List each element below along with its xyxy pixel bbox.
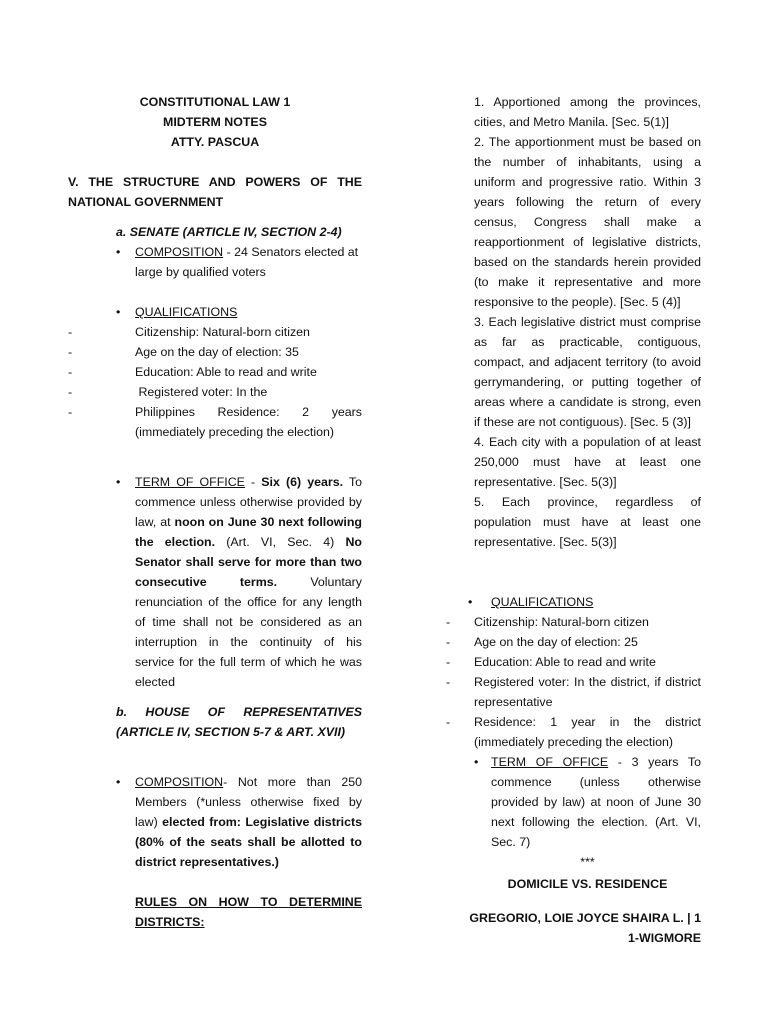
document-title: CONSTITUTIONAL LAW 1 xyxy=(139,95,291,109)
rule-item: 1. Apportioned among the provinces, cities, and Metro Manila. [Sec. 5(1)] xyxy=(474,95,701,129)
house-qualification-item: - Education: Able to read and write xyxy=(446,655,656,669)
senate-qualification-item: - Registered voter: In the xyxy=(68,385,268,399)
rules-heading: RULES ON HOW TO DETERMINE DISTRICTS: xyxy=(135,895,362,929)
house-qualifications-heading: • QUALIFICATIONS xyxy=(468,595,594,609)
footer-author: GREGORIO, LOIE JOYCE SHAIRA L. | 1 xyxy=(469,911,701,925)
section-v-title: V. THE STRUCTURE AND POWERS OF THE NATIONAL GOVERNMENT xyxy=(68,175,362,209)
senate-qualification-item: - Age on the day of election: 35 xyxy=(68,345,299,359)
house-qualification-item: - Age on the day of election: 25 xyxy=(446,635,638,649)
house-qualification-item: - Citizenship: Natural-born citizen xyxy=(446,615,649,629)
senate-term-of-office: • TERM OF OFFICE - Six (6) years. To commence unless otherwise provided by law, at noon on June 30 next following the election. (Art. VI, Sec. 4) No Senator shall serve for more than two consecutive terms. Voluntary renunciation of the office for any length of time shall not be considered as an interruption in the continuity of his service for the full term of which he was elected xyxy=(116,475,362,689)
separator: *** xyxy=(580,855,595,869)
house-qualification-item: - Registered voter: In the district, if district representative xyxy=(446,675,701,709)
house-composition: • COMPOSITION- Not more than 250 Members (*unless otherwise fixed by law) elected from: Legislative districts (80% of the seats shall be allotted to district representatives.) xyxy=(116,775,362,869)
senate-qualifications-heading: • QUALIFICATIONS xyxy=(116,305,238,319)
senate-composition-text: - 24 Senators elected at large by qualified voters xyxy=(135,245,359,279)
rule-item: 2. The apportionment must be based on the number of inhabitants, using a uniform and progressive ratio. Within 3 years following the return of every census, Congress shall make a reapportionment of legislative districts, based on the standards herein provided (to make it representative and more responsive to the people). [Sec. 5 (4)] xyxy=(474,135,701,309)
senate-composition: • COMPOSITION - 24 Senators elected at large by qualified voters xyxy=(116,245,359,279)
document-author: ATTY. PASCUA xyxy=(170,135,260,149)
right-column xyxy=(446,92,701,894)
house-term-of-office: • TERM OF OFFICE - 3 years To commence (unless otherwise provided by law) at noon of June 30 next following the election. (Art. VI, Sec. 7) xyxy=(474,755,702,849)
rule-item: 3. Each legislative district must comprise as far as practicable, contiguous, compact, and adjacent territory (to avoid gerrymandering, or putting together of areas where a candidate is strong, even if these are not contiguous). [Sec. 5 (3)] xyxy=(474,315,701,429)
senate-qualification-item: - Philippines Residence: 2 years (immediately preceding the election) xyxy=(68,405,362,439)
senate-heading: a. SENATE (ARTICLE IV, SECTION 2-4) xyxy=(116,225,342,239)
senate-qualification-item: - Education: Able to read and write xyxy=(68,365,317,379)
footer xyxy=(460,908,701,948)
house-heading: b. HOUSE OF REPRESENTATIVES (ARTICLE IV, SECTION 5-7 & ART. XVII) xyxy=(116,705,362,739)
rule-item: 5. Each province, regardless of population must have at least one representative. [Sec. 5(3)] xyxy=(474,495,701,549)
senate-composition-label: COMPOSITION xyxy=(135,245,224,259)
senate-qualification-item: - Citizenship: Natural-born citizen xyxy=(68,325,310,339)
domicile-heading: DOMICILE VS. RESIDENCE xyxy=(507,877,668,891)
left-column xyxy=(68,92,362,932)
house-qualification-item: - Residence: 1 year in the district (immediately preceding the election) xyxy=(446,715,701,749)
document-subtitle: MIDTERM NOTES xyxy=(163,115,267,129)
rule-item: 4. Each city with a population of at least 250,000 must have at least one representative. [Sec. 5(3)] xyxy=(474,435,701,489)
footer-section: 1-WIGMORE xyxy=(628,931,701,945)
